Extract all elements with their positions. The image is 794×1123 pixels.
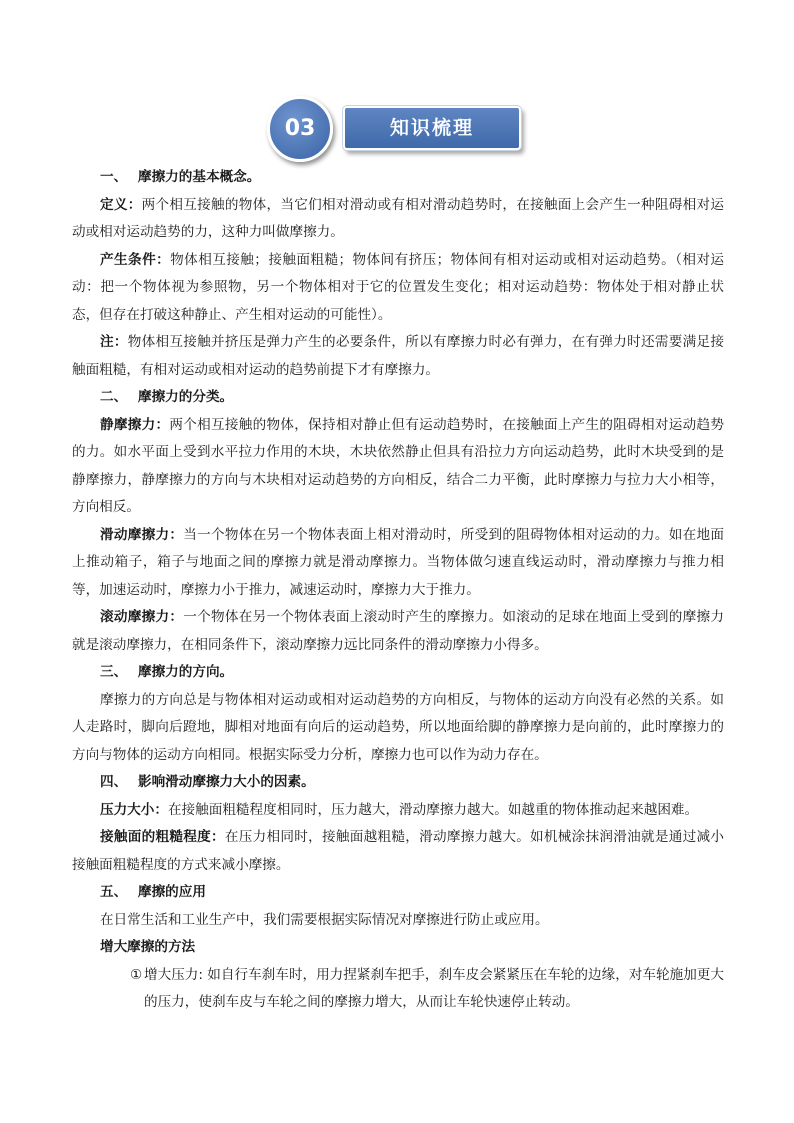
term-label: 注： xyxy=(100,334,128,350)
paragraph-roughness xyxy=(72,824,724,879)
heading-direction xyxy=(72,659,724,687)
paragraph-text: 两个相互接触的物体，保持相对静止但有运动趋势时，在接触面上产生的阻碍相对运动趋势的力。如水平面上受到水平拉力作用的木块，木块依然静止但具有沿拉力方向运动趋势，此时木块受到的是静摩擦力，静摩擦力的方向与木块相对运动趋势的方向相反，结合二力平衡，此时摩擦力与拉力大小相等，方向相反。 xyxy=(72,416,725,515)
paragraph-text: 在压力相同时，接触面越粗糙，滑动摩擦力越大。如机械涂抹润滑油就是通过减小接触面粗糙程度的方式来减小摩擦。 xyxy=(72,829,725,873)
term-label: 滚动摩擦力： xyxy=(100,609,184,625)
term-label: 压力大小： xyxy=(100,801,168,818)
heading-text: 摩擦力的分类。 xyxy=(138,389,234,405)
paragraph-text: 一个物体在另一个物体表面上滚动时产生的摩擦力。如滚动的足球在地面上受到的摩擦力就是滚动摩擦力，在相同条件下，滚动摩擦力远比同条件的滑动摩擦力小得多。 xyxy=(72,609,725,653)
list-item xyxy=(72,962,724,1017)
term-label: 滑动摩擦力： xyxy=(100,526,184,543)
paragraph-static-friction xyxy=(72,412,724,522)
document-body xyxy=(72,164,724,1017)
term-label: 静摩擦力： xyxy=(100,416,170,433)
paragraph-text: 两个相互接触的物体，当它们相对滑动或有相对滑动趋势时，在接触面上会产生一种阻碍相对运动或相对运动趋势的力，这种力叫做摩擦力。 xyxy=(72,196,725,240)
list-marker: ① xyxy=(130,966,143,983)
term-label: 产生条件： xyxy=(100,251,171,268)
heading-text: 影响滑动摩擦力大小的因素。 xyxy=(138,774,315,790)
paragraph-application-intro: 在日常生活和工业生产中，我们需要根据实际情况对摩擦进行防止或应用。 xyxy=(100,911,549,928)
heading-factors xyxy=(72,769,724,797)
paragraph-text: 物体相互接触；接触面粗糙；物体间有挤压；物体间有相对运动或相对运动趋势。（相对运动：把一个物体视为参照物，另一个物体相对于它的位置发生变化；相对运动趋势：物体处于相对静止状态，但存在打破这种静止、产生相对运动的可能性）。 xyxy=(72,251,724,323)
paragraph-text: 物体相互接触并挤压是弹力产生的必要条件，所以有摩擦力时必有弹力，在有弹力时还需要满足接触面粗糙，有相对运动或相对运动的趋势前提下才有摩擦力。 xyxy=(72,334,725,378)
heading-text: 摩擦力的方向。 xyxy=(138,664,234,680)
paragraph-text: 当一个物体在另一个物体表面上相对滑动时，所受到的阻碍物体相对运动的力。如在地面上推动箱子，箱子与地面之间的摩擦力就是滑动摩擦力。当物体做匀速直线运动时，滑动摩擦力与推力相等，加速运动时，摩擦力小于推力，减速运动时，摩擦力大于推力。 xyxy=(72,526,725,598)
heading-text: 摩擦力的基本概念。 xyxy=(138,169,261,185)
term-label: 接触面的粗糙程度： xyxy=(100,829,225,845)
section-number-circle xyxy=(267,96,333,162)
list-item-text: 如自行车刹车时，用力捏紧刹车把手，刹车皮会紧紧压在车轮的边缘，对车轮施加更大的压力，使刹车皮与车轮之间的摩擦力增大，从而让车轮快速停止转动。 xyxy=(144,966,724,1010)
heading-text: 摩擦的应用 xyxy=(138,884,206,900)
heading-basic-concept xyxy=(72,164,724,192)
paragraph-note xyxy=(72,329,724,384)
heading-number: 二、 xyxy=(100,389,128,405)
heading-classification xyxy=(72,384,724,412)
paragraph-pressure xyxy=(72,797,724,825)
heading-application xyxy=(72,879,724,907)
paragraph-direction: 摩擦力的方向总是与物体相对运动或相对运动趋势的方向相反，与物体的运动方向没有必然的关系。如人走路时，脚向后蹬地，脚相对地面有向后的运动趋势，所以地面给脚的静摩擦力是向前的，此时摩擦力的方向与物体的运动方向相同。根据实际受力分析，摩擦力也可以作为动力存在。 xyxy=(72,691,724,763)
heading-number: 四、 xyxy=(100,774,128,790)
paragraph-rolling-friction xyxy=(72,604,724,659)
heading-number: 一、 xyxy=(100,169,128,185)
heading-number: 三、 xyxy=(100,664,128,680)
heading-number: 五、 xyxy=(100,884,128,900)
subheading-increase-friction: 增大摩擦的方法 xyxy=(100,939,196,955)
paragraph-definition xyxy=(72,192,724,247)
section-title: 知识梳理 xyxy=(389,117,474,139)
section-header-badge xyxy=(267,96,527,160)
paragraph-text: 在接触面粗糙程度相同时，压力越大，滑动摩擦力越大。如越重的物体推动起来越困难。 xyxy=(167,801,699,818)
term-label: 定义： xyxy=(100,196,142,213)
section-number: 03 xyxy=(284,116,316,141)
paragraph-conditions xyxy=(72,247,724,330)
paragraph-sliding-friction xyxy=(72,522,724,605)
section-title-bar xyxy=(343,106,521,150)
list-item-term: 增大压力: xyxy=(144,966,203,983)
